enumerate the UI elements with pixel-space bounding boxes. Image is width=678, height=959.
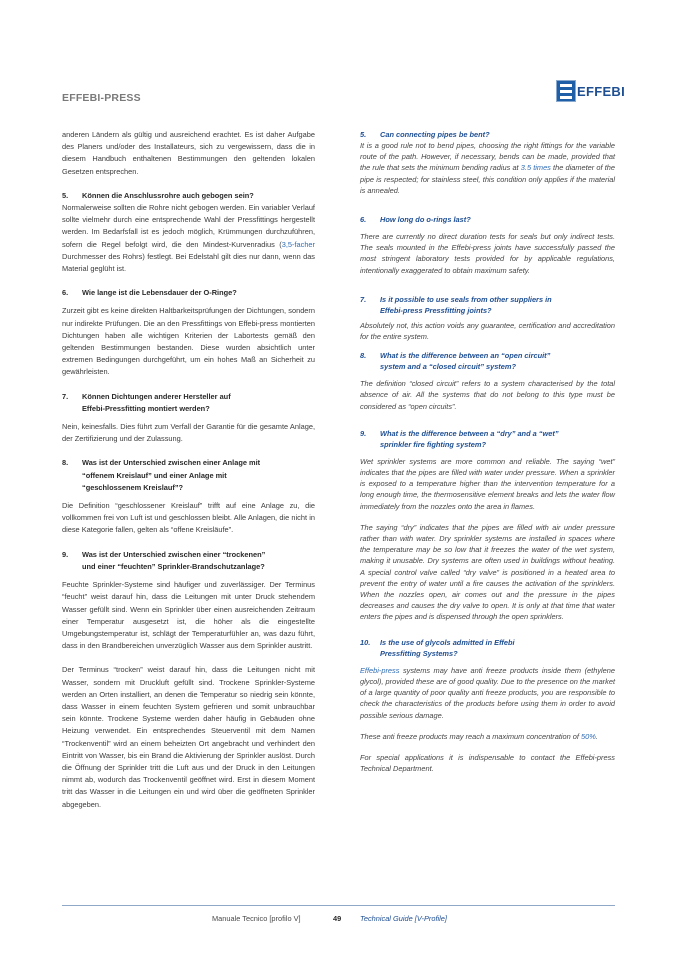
de-q8-body: Die Definition “geschlossener Kreislauf” trifft auf eine Anlage zu, die vollkommen frei von Luft ist und geschlossen bleibt. Alle Anlagen, die nicht in diese Kategorie fallen, gelten als “offene Kreisläufe”.: [62, 501, 315, 535]
footer-right-label: Technical Guide [V-Profile]: [360, 914, 447, 923]
de-q9-heading: 9. Was ist der Unterschied zwischen einer “trockenen” und einer “feuchten” Sprinkler-Brandschutzanlage?: [62, 549, 266, 571]
en-q8-body: The definition “closed circuit” refers to a system characterised by the total absence of air. All the systems that do not belong to this type must be considered as “open circuits”.: [360, 379, 615, 411]
en-q10-heading: 10. Is the use of glycols admitted in Effebi Pressfitting Systems?: [360, 637, 515, 658]
en-q8-heading: 8. What is the difference between an “open circuit” system and a “closed circuit” system?: [360, 351, 551, 372]
effebi-logo: [556, 80, 626, 104]
de-q8-heading: 8. Was ist der Unterschied zwischen einer Anlage mit “offenem Kreislauf” und einer Anlage mit “geschlossenem Kreislauf”?: [62, 458, 261, 492]
effebi-logo-icon: [556, 80, 576, 102]
german-column: [62, 129, 315, 811]
en-q9-body2: The saying “dry” indicates that the pipes are filled with air under pressure rather than with water. Dry sprinkler systems are installed in spaces where the temperature may be so low that it freezes the water of the wet system, making it unusable. Dry systems are often used in buildings without heating. A special control valve called “dry valve” is positioned in a heated area to prevent the entry of water until a fire causes the activation of the sprinklers. When the nozzles open, air comes out and the pressure in the pipes decreases and causes the dry valve to open. It is only at that time that water enters the pipes and is dispensed through the open sprinklers.: [360, 522, 615, 622]
de-intro: anderen Ländern als gültig und ausreichend erachtet. Es ist daher Aufgabe des Planers und/oder des Installateurs, sich zu vergewissern, dass die in diesem Handbuch enthaltenen Bestimmungen den geltenden lokalen Gesetzen entsprechen.: [62, 130, 315, 176]
brand-title: EFFEBI-PRESS: [62, 92, 141, 104]
en-q9-heading: 9. What is the difference between a “dry” and a “wet” sprinkler fire fighting system?: [360, 428, 559, 449]
de-q6-body: Zurzeit gibt es keine direkten Haltbarkeitsprüfungen der Dichtungen, sondern nur indirekte Prüfungen. Die an den Pressfittings von Effebi-press montierten Dichtungen haben alle wichtigen Kriterien der Labortests gemäß den geltenden Bestimmungen bestanden. Diese wurden absichtlich unter extremen Bedingungen durchgeführt, um ein hohes Maß an Sicherheit zu gewährleisten.: [62, 306, 315, 377]
de-q7-heading: 7. Können Dichtungen anderer Hersteller auf Effebi-Pressfitting montiert werden?: [62, 391, 231, 413]
logo-text: EFFEBI: [577, 84, 626, 99]
de-q9-body1: Feuchte Sprinkler-Systeme sind häufiger und zuverlässiger. Der Terminus “feucht” weist darauf hin, dass die Leitungen mit unter Druck stehendem Wasser gefüllt sind. Wenn ein Sprinkler über einen ausreichenden Zeitraum einer Temperatur ausgesetzt ist, die höher als die eingestellte Umgebungstemperatur ist, schlägt der Temperaturfühler an, was dazu führt, dass in den Brandbereichen unverzüglich Wasser aus dem Sprinkler austritt.: [62, 580, 315, 651]
en-q10-body3: For special applications it is indispensable to contact the Effebi-press Technical Department.: [360, 752, 615, 774]
de-q5-heading: 5. Können die Anschlussrohre auch gebogen sein?: [62, 190, 254, 200]
de-q9-body2: Der Terminus “trocken” weist darauf hin, dass die Leitungen nicht mit Wasser, sondern mit Druckluft gefüllt sind. Trockene Sprinkler-Systeme werden an Orten installiert, an denen die Temperatur so niedrig sein könnte, dass Wasser in einem feuchten System gefrieren und somit unbrauchbar sein könnte. Trockene Systeme werden daher häufig in Gebäuden ohne Heizung verwendet. Ein entsprechendes Steuerventil mit dem Namen “Trockenventil” wird an einem beheizten Ort angebracht und verhindert den Eintritt von Wasser, bis ein Brand die Aktivierung der Sprinkler auslöst. Durch die Öffnung der Sprinkler tritt die Luft aus und der Druck in den Leitungen nimmt ab, wodurch das Trockenventil geöffnet wird. Erst in diesem Moment tritt das Wasser in die Leitungen ein und wird über die geöffneten Sprinkler abgegeben.: [62, 665, 315, 809]
en-q6-heading: 6. How long do o-rings last?: [360, 215, 471, 225]
en-q10-body2: These anti freeze products may reach a maximum concentration of 50%.: [360, 731, 598, 741]
en-q5-body: It is a good rule not to bend pipes, choosing the right fittings for the variable route of the path. However, if necessary, bends can be made, provided that the rule that sets the minimum bending radius at 3.5 times the diameter of the pipe is respected; for stainless steel, this condition only applies if the material is annealed.: [360, 141, 615, 195]
en-q5-heading: 5. Can connecting pipes be bent?: [360, 130, 490, 139]
en-q7-body: Absolutely not, this action voids any guarantee, certification and accreditation for the entire system.: [360, 320, 615, 342]
footer-divider: [62, 905, 615, 906]
footer-left-label: Manuale Tecnico [profilo V]: [212, 914, 301, 923]
de-q7-body: Nein, keinesfalls. Dies führt zum Verfall der Garantie für die gesamte Anlage, der Zertifizierung und der Zulassung.: [62, 422, 315, 444]
english-column: [360, 129, 615, 774]
page-number: 49: [333, 914, 342, 923]
en-q10-body1: Effebi-press systems may have anti freeze products inside them (ethylene glycol), provided these are of good quality. Due to the presence on the market of a large quantity of poor quality anti freeze products, you are responsible to check the characteristics of the products before using them in order to avoid possible serious damage.: [360, 665, 615, 720]
de-q5-body: Normalerweise sollten die Rohre nicht gebogen werden. Ein variabler Verlauf sollte vielmehr durch eine entsprechende Wahl der Pressfittings hergestellt werden. Im Bedarfsfall ist es jedoch möglich, Krümmungen durchzuführen, sofern die Regel befolgt wird, die den Mindest-Kurvenradius (3,5-facher Durchmesser des Rohrs) festlegt. Bei Edelstahl gilt dies nur dann, wenn das Material geglüht ist.: [62, 203, 315, 274]
en-q7-heading: 7. Is it possible to use seals from other suppliers in Effebi-press Pressfitting joints?: [360, 294, 552, 315]
en-q9-body1: Wet sprinkler systems are more common and reliable. The saying “wet” indicates that the pipes are filled with water under pressure. When a sprinkler is exposed to a temperature higher than the intervention temperature for a long enough time, the thermosensitive element breaks and lets the water flow immediately from the nozzles onto the area in flames.: [360, 456, 615, 511]
de-q6-heading: 6. Wie lange ist die Lebensdauer der O-Ringe?: [62, 288, 237, 298]
en-q6-body: There are currently no direct duration tests for seals but only indirect tests. The seals mounted in the Effebi-press joints have successfully passed the most stringent laboratory tests provided for by applicable regulations, intentionally exaggerated to obtain maximum safety.: [360, 232, 615, 275]
